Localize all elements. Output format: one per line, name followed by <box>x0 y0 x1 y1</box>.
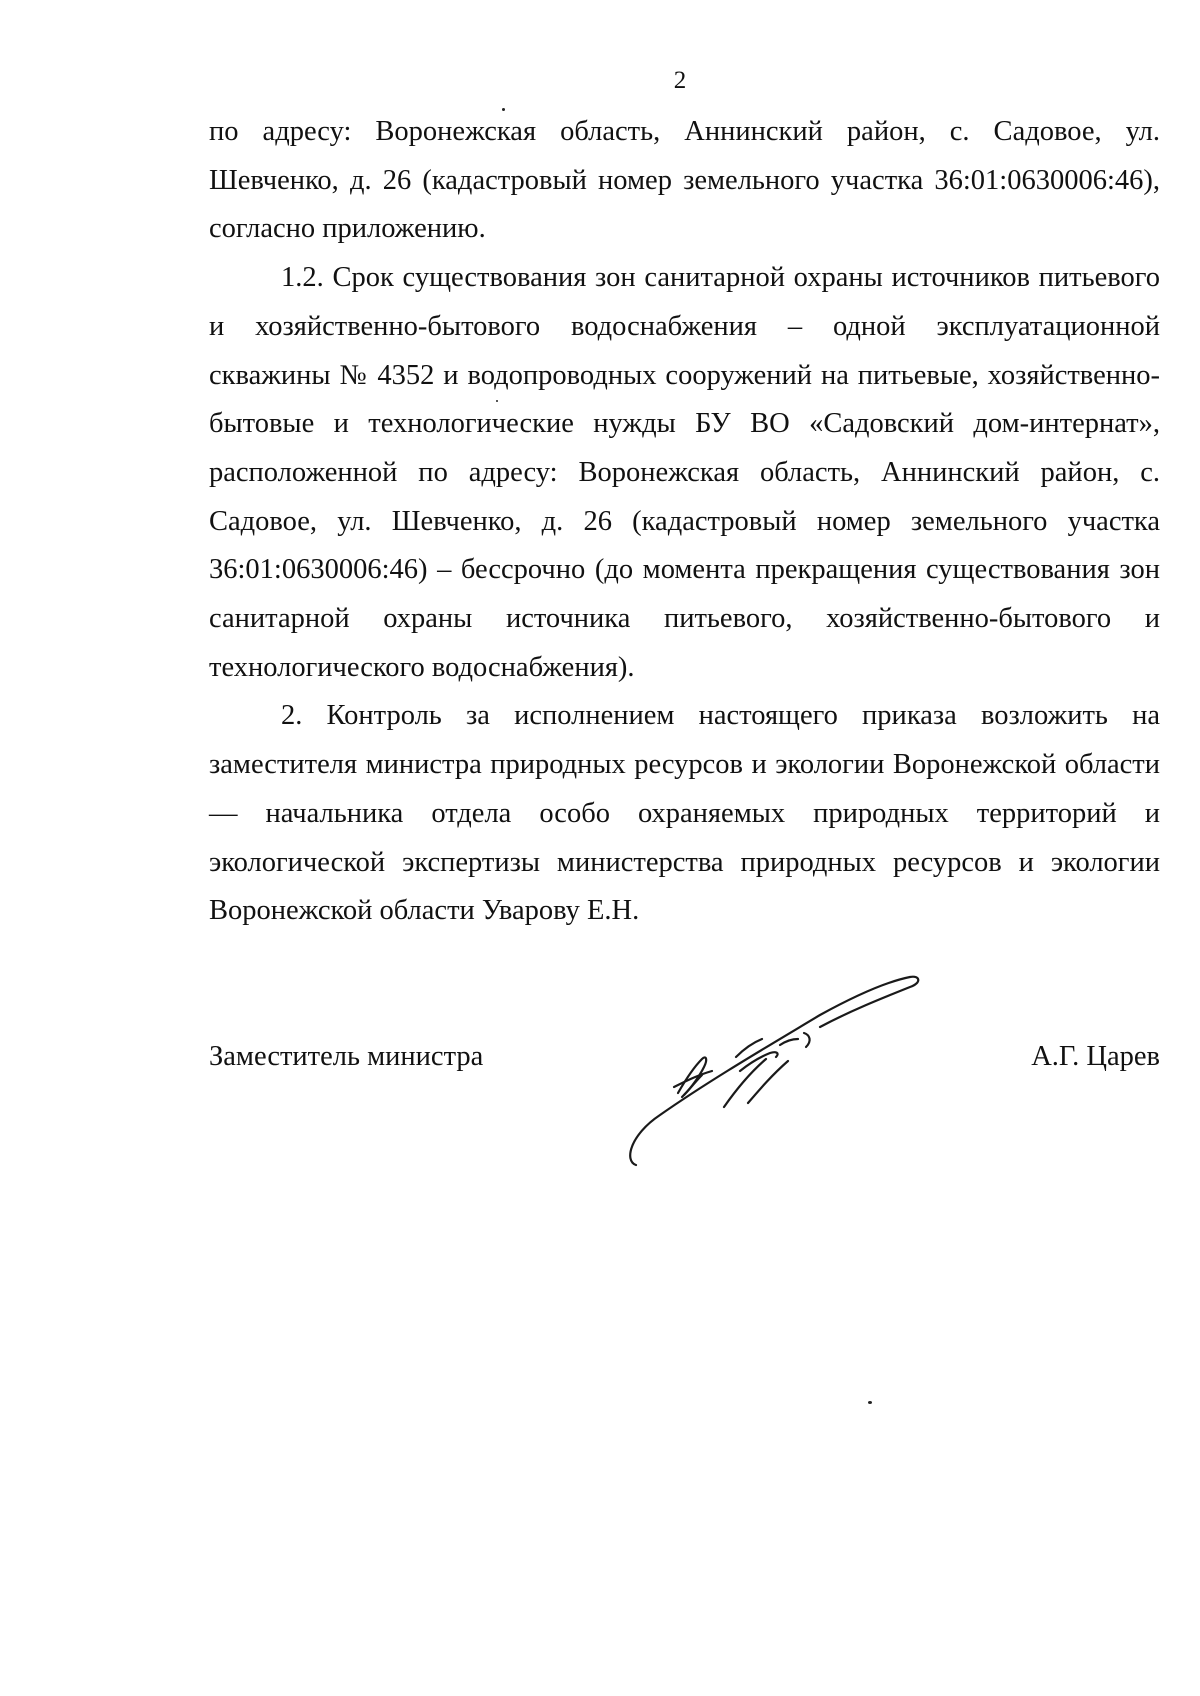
paragraph-1-2: 1.2. Срок существования зон санитарной охраны источников питьевого и хозяйственно-бытового водоснабжения – одной эксплуатационной скважины № 4352 и водопроводных сооружений на питьевые, хозяйственно-бытовые и технологические нужды БУ ВО «Садовский дом-интернат», расположенной по адресу: Воронежская область, Аннинский район, с. Садовое, ул. Шевченко, д. 26 (кадастровый номер земельного участка 36:01:0630006:46) – бессрочно (до момента прекращения существования зон санитарной охраны источника питьевого, хозяйственно-бытового и технологического водоснабжения). <box>209 262 1160 683</box>
scan-speck <box>868 1401 872 1404</box>
document-body <box>209 108 1160 936</box>
paragraph-2: 2. Контроль за исполнением настоящего приказа возложить на заместителя министра природных ресурсов и экологии Воронежской области — начальника отдела особо охраняемых природных территорий и экологической экспертизы министерства природных ресурсов и экологии Воронежской области Уварову Е.Н. <box>209 700 1160 927</box>
signatory-name: А.Г. Царев <box>1031 1041 1160 1072</box>
scan-speck <box>502 108 505 111</box>
page-number: 2 <box>673 67 687 94</box>
handwritten-signature <box>620 975 960 1175</box>
scan-speck <box>496 400 498 402</box>
signatory-title: Заместитель министра <box>209 1041 484 1072</box>
paragraph-continuation: по адресу: Воронежская область, Аннинский район, с. Садовое, ул. Шевченко, д. 26 (кадастровый номер земельного участка 36:01:0630006:46), согласно приложению. <box>209 116 1160 245</box>
